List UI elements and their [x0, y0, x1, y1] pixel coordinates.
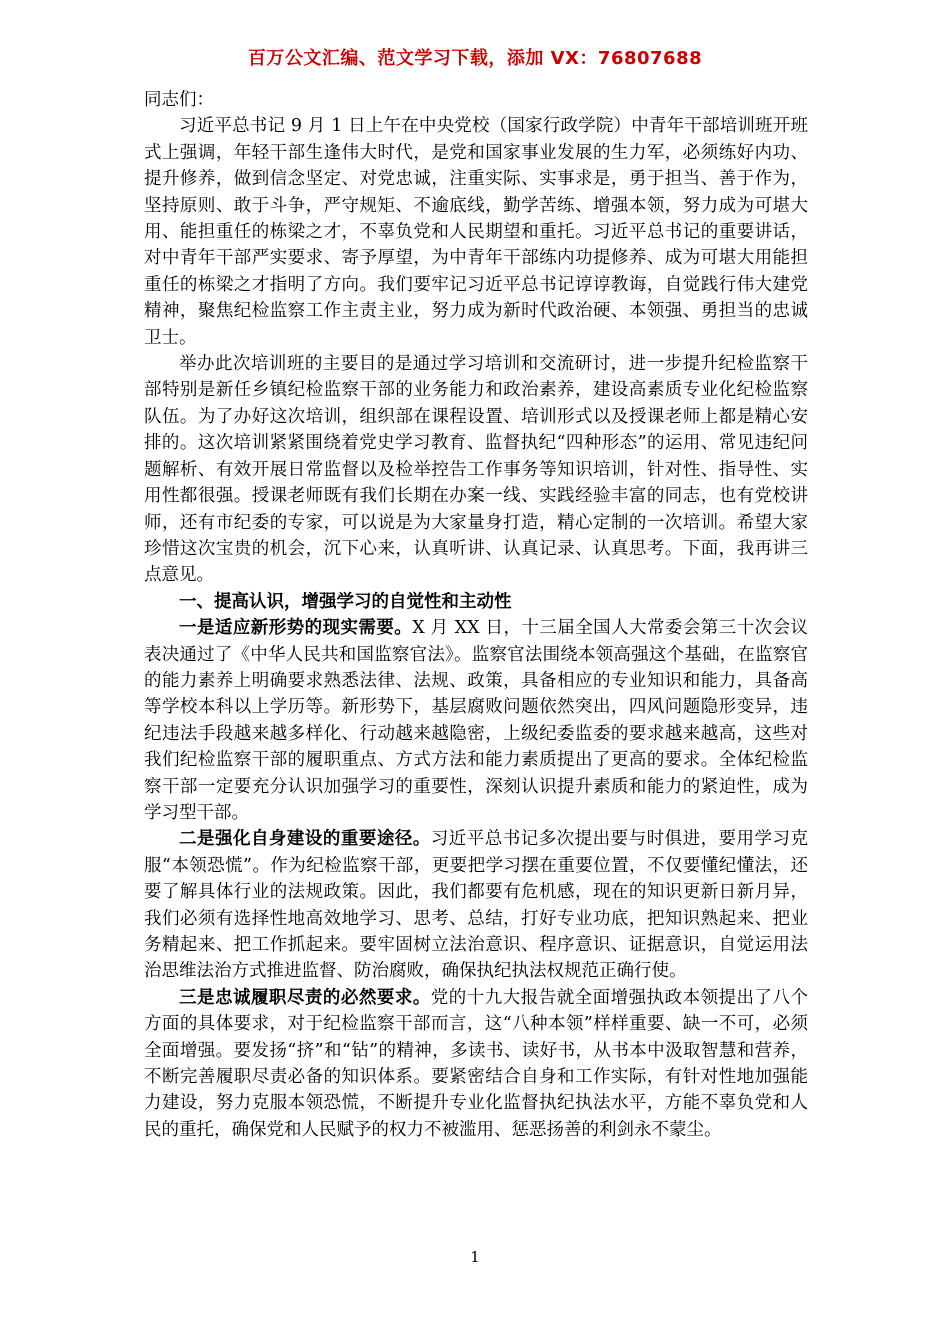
- header-banner: 百万公文汇编、范文学习下载，添加 VX：76807688: [247, 48, 703, 69]
- point-paragraph: [144, 826, 808, 984]
- paragraph-purpose: 举办此次培训班的主要目的是通过学习培训和交流研讨，进一步提升纪检监察干部特别是新任乡镇纪检监察干部的业务能力和政治素养，建设高素质专业化纪检监察队伍。为了办好这次培训，组织部在课程设置、培训形式以及授课老师上都是精心安排的。这次培训紧紧围绕着党史学习教育、监督执纪“四种形态”的运用、常见违纪问题解析、有效开展日常监督以及检举控告工作事务等知识培训，针对性、指导性、实用性都很强。授课老师既有我们长期在办案一线、实践经验丰富的同志，也有党校讲师，还有市纪委的专家，可以说是为大家量身打造，精心定制的一次培训。希望大家珍惜这次宝贵的机会，沉下心来，认真听讲、认真记录、认真思考。下面，我再讲三点意见。: [144, 354, 808, 586]
- page-number: 1: [470, 1248, 480, 1266]
- paragraph-intro: 习近平总书记 9 月 1 日上午在中央党校（国家行政学院）中青年干部培训班开班式上强调，年轻干部生逢伟大时代，是党和国家事业发展的生力军，必须练好内功、提升修养，做到信念坚定、对党忠诚，注重实际、实事求是，勇于担当、善于作为，坚持原则、敢于斗争，严守规矩、不逾底线，勤学苦练、增强本领，努力成为可堪大用、能担重任的栋梁之才，不辜负党和人民期望和重托。习近平总书记的重要讲话，对中青年干部严实要求、寄予厚望，为中青年干部练内功提修养、成为可堪大用能担重任的栋梁之才指明了方向。我们要牢记习近平总书记谆谆教诲，自觉践行伟大建党精神，聚焦纪检监察工作主责主业，努力成为新时代政治硬、本领强、勇担当的忠诚卫士。: [144, 116, 808, 348]
- section-heading: 一、提高认识，增强学习的自觉性和主动性: [179, 591, 512, 612]
- point-paragraph: [144, 985, 808, 1143]
- point-body: 党的十九大报告就全面增强执政本领提出了八个方面的具体要求，对于纪检监察干部而言，这“八种本领”样样重要、缺一不可，必须全面增强。要发扬“挤”和“钻”的精神，多读书、读好书，从书本中汲取智慧和营养，不断完善履职尽责必备的知识体系。要紧密结合自身和工作实际，有针对性地加强能力建设，努力克服本领恐慌，不断提升专业化监督执纪执法水平，方能不辜负党和人民的重托，确保党和人民赋予的权力不被滥用、惩恶扬善的利剑永不蒙尘。: [144, 987, 809, 1140]
- point-lead: 一是适应新形势的现实需要。: [179, 618, 413, 639]
- point-body: 习近平总书记多次提出要与时俱进，要用学习克服“本领恐慌”。作为纪检监察干部，更要把学习摆在重要位置，不仅要懂纪懂法，还要了解具体行业的法规政策。因此，我们都要有危机感，现在的知识更新日新月异，我们必须有选择性地高效地学习、思考、总结，打好专业功底，把知识熟起来、把业务精起来、把工作抓起来。要牢固树立法治意识、程序意识、证据意识，自觉运用法治思维法治方式推进监督、防治腐败，确保执纪执法权规范正确行使。: [144, 829, 809, 982]
- point-lead: 三是忠诚履职尽责的必然要求。: [179, 987, 431, 1008]
- point-lead: 二是强化自身建设的重要途径。: [179, 829, 431, 850]
- point-paragraph: [144, 615, 808, 826]
- document-body: [144, 87, 808, 1143]
- point-body: X 月 XX 日，十三届全国人大常委会第三十次会议表决通过了《中华人民共和国监察官法》。监察官法围绕本领高强这个基础，在监察官的能力素养上明确要求熟悉法律、法规、政策，具备相应的专业知识和能力，具备高等学校本科以上学历等。新形势下，基层腐败问题依然突出，四风问题隐形变异，违纪违法手段越来越多样化、行动越来越隐密，上级纪委监委的要求越来越高，这些对我们纪检监察干部的履职重点、方式方法和能力素质提出了更高的要求。全体纪检监察干部一定要充分认识加强学习的重要性，深刻认识提升素质和能力的紧迫性，成为学习型干部。: [144, 618, 809, 823]
- salutation: 同志们：: [144, 90, 214, 110]
